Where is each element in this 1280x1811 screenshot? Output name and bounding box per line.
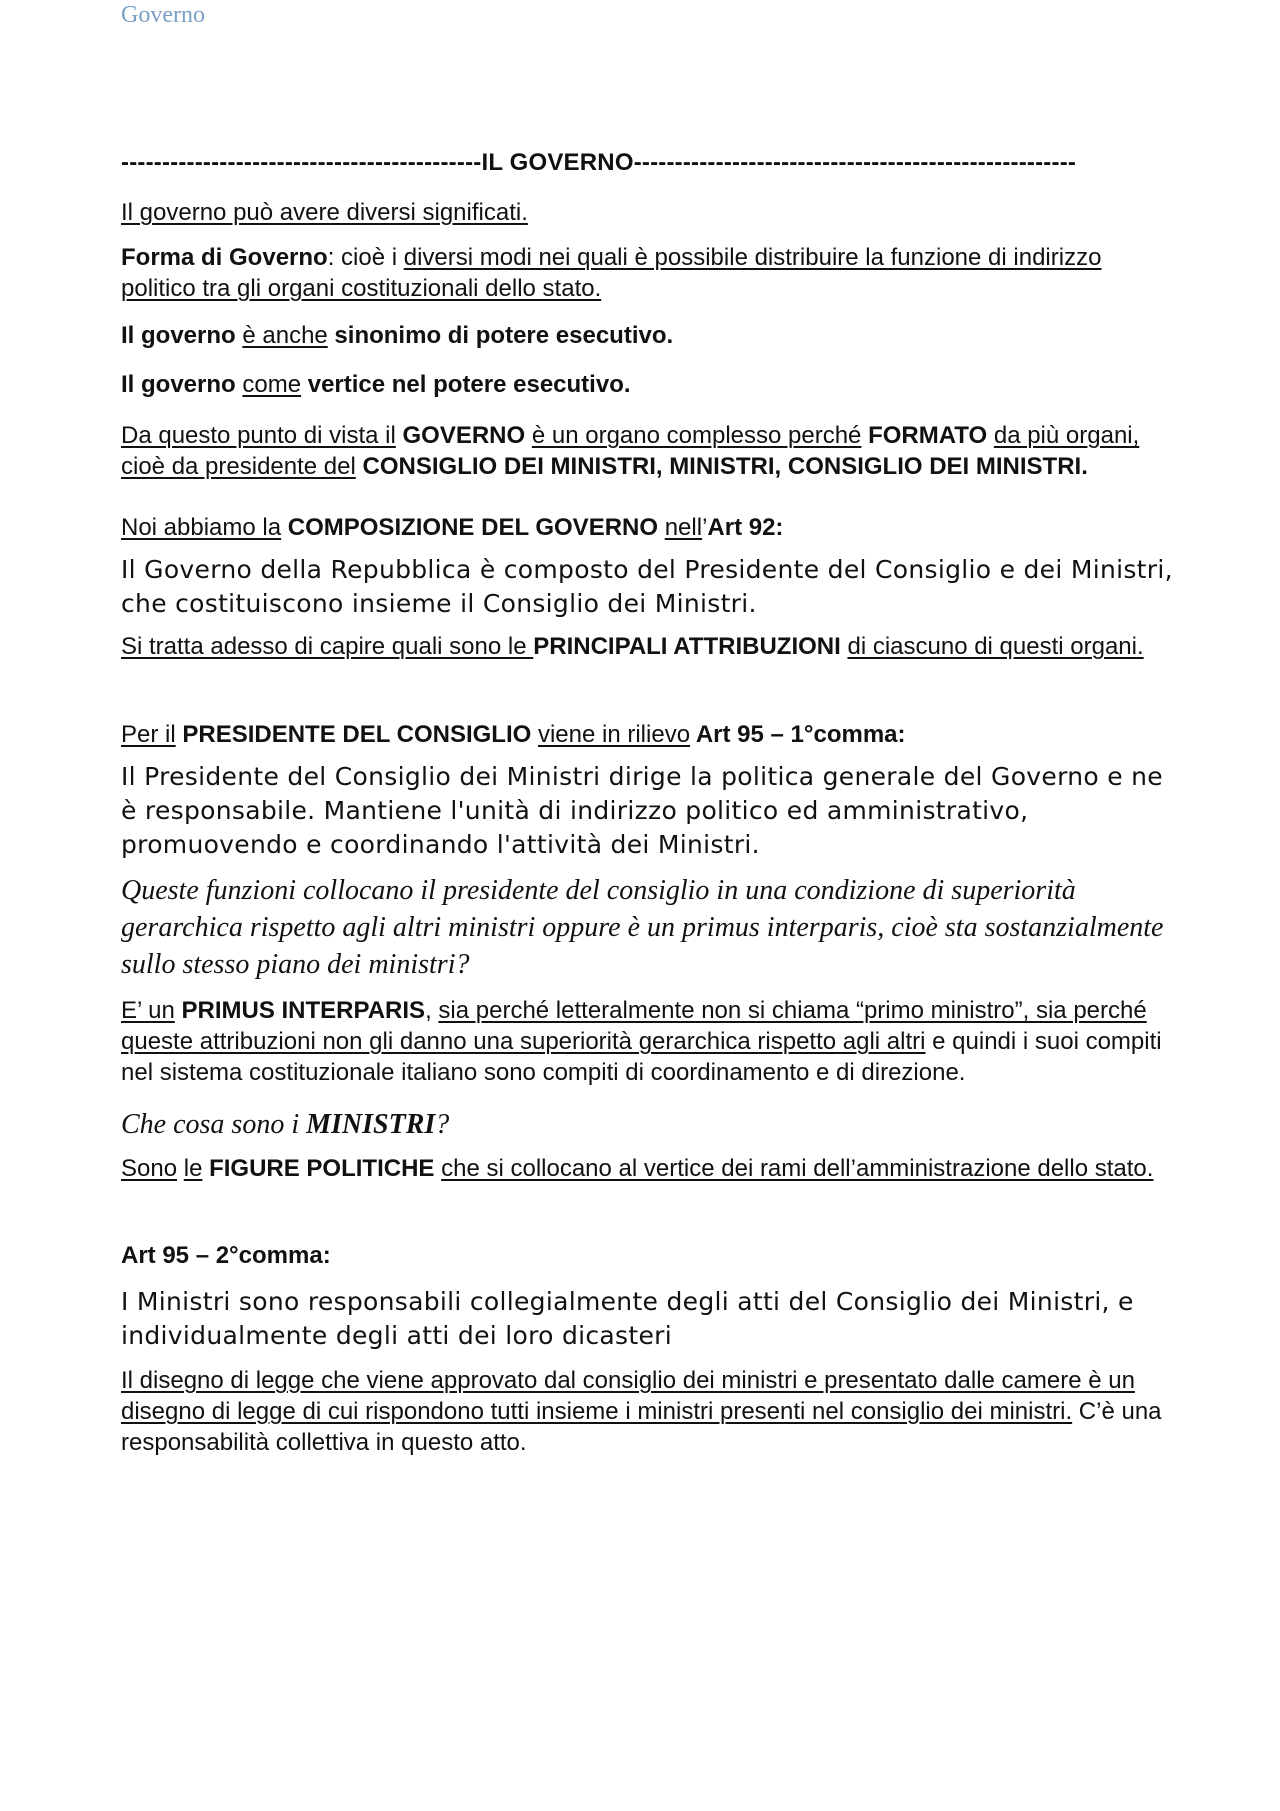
- underlined-text: da più organi, cioè da presidente del: [121, 422, 1140, 480]
- underlined-text: diversi modi nei quali è possibile distribuire la funzione di indirizzo politico tra gli organi costituzionali dello stato.: [121, 244, 1102, 302]
- bold-text: GOVERNO: [395, 422, 532, 449]
- italic-question-primus: Queste funzioni collocano il presidente del consiglio in una condizione di superiorità gerarchica rispetto agli altri ministri oppure è un primus interparis, cioè sta sostanzialmente sullo stesso piano dei ministri?: [121, 875, 1164, 980]
- page-header: Governo: [121, 2, 205, 28]
- underlined-text: Si tratta adesso di capire quali sono le: [121, 633, 534, 660]
- bold-text: Art 95 – 1°comma:: [690, 721, 906, 748]
- intro-text: Il governo può avere diversi significati.: [121, 199, 528, 226]
- underlined-text: E’ un: [121, 997, 175, 1024]
- quote-art-95-comma-1: Il Presidente del Consiglio dei Ministri dirige la politica generale del Governo e ne è responsabile. Mantiene l'unità di indirizzo politico ed amministrativo, promuovendo e coordinando l'attività dei Ministri.: [121, 762, 1163, 859]
- underlined-text: come: [242, 371, 302, 398]
- bold-text: PRINCIPALI ATTRIBUZIONI: [533, 633, 841, 660]
- quote-art-95-comma-2: I Ministri sono responsabili collegialmente degli atti del Consiglio dei Ministri, e individualmente degli atti dei loro dicasteri: [121, 1287, 1134, 1350]
- text-span: e quindi i suoi compiti nel sistema costituzionale italiano sono compiti di coordinamento e di direzione.: [121, 1028, 1162, 1086]
- paragraph-intro: [121, 197, 1181, 228]
- underlined-text: Per il: [121, 721, 176, 748]
- bold-text: CONSIGLIO DEI MINISTRI, MINISTRI, CONSIGLIO DEI MINISTRI.: [355, 453, 1088, 480]
- paragraph-vertice: [121, 369, 1181, 400]
- text-span: ’: [702, 514, 708, 541]
- underlined-text: Sono: [121, 1155, 178, 1182]
- bold-text: sinonimo di potere esecutivo.: [327, 322, 674, 349]
- bold-text: COMPOSIZIONE DEL GOVERNO: [281, 514, 665, 541]
- bold-text: PRESIDENTE DEL CONSIGLIO: [175, 721, 538, 748]
- paragraph-forma-di-governo: [121, 242, 1181, 304]
- bold-text: Il governo: [121, 322, 243, 349]
- bold-text: Il governo: [121, 371, 243, 398]
- text-span: : cioè i: [327, 244, 404, 271]
- text-span: [177, 1155, 184, 1182]
- bold-text: FORMATO: [861, 422, 994, 449]
- bold-text: PRIMUS INTERPARIS: [174, 997, 426, 1024]
- bold-text: Art 95 – 2°comma:: [121, 1242, 331, 1269]
- bold-text: Art 92:: [707, 514, 784, 541]
- underlined-text: nell: [664, 514, 703, 541]
- paragraph-presidente: [121, 719, 1181, 750]
- underlined-text: viene in rilievo: [537, 721, 691, 748]
- text-span: Che cosa sono i: [121, 1109, 307, 1140]
- paragraph-disegno-di-legge: [121, 1365, 1181, 1458]
- paragraph-organo-complesso: [121, 420, 1181, 482]
- underlined-text: Da questo punto di vista il: [121, 422, 396, 449]
- bold-text: FIGURE POLITICHE: [202, 1155, 442, 1182]
- underlined-text: è anche: [242, 322, 328, 349]
- bold-text: MINISTRI: [306, 1109, 436, 1140]
- paragraph-attribuzioni: [121, 631, 1181, 662]
- underlined-text: sia perché letteralmente non si chiama “primo ministro”, sia perché queste attribuzioni non gli danno una superiorità gerarchica rispetto agli altri: [121, 997, 1147, 1055]
- italic-question-ministri: [121, 1106, 1181, 1143]
- document-title: --------------------------------------------IL GOVERNO------------------------------------------------------: [121, 149, 1077, 176]
- underlined-text: Il disegno di legge che viene approvato dal consiglio dei ministri e presentato dalle camere è un disegno di legge di cui rispondono tutti insieme i ministri presenti nel consiglio dei ministri.: [121, 1367, 1135, 1425]
- underlined-text: è un organo complesso perché: [531, 422, 862, 449]
- text-span: ?: [435, 1109, 450, 1140]
- paragraph-figure-politiche: [121, 1153, 1181, 1184]
- text-span: ,: [425, 997, 439, 1024]
- bold-text: vertice nel potere esecutivo.: [301, 371, 631, 398]
- term-forma-di-governo: Forma di Governo: [121, 244, 328, 271]
- underlined-text: di ciascuno di questi organi.: [847, 633, 1144, 660]
- paragraph-composizione: [121, 512, 1181, 543]
- heading-art-95-comma-2: [121, 1240, 1181, 1271]
- underlined-text: che si collocano al vertice dei rami dell’amministrazione dello stato.: [441, 1155, 1154, 1182]
- underlined-text: le: [183, 1155, 203, 1182]
- text-span: C’è una responsabilità collettiva in questo atto.: [121, 1398, 1162, 1456]
- paragraph-potere-esecutivo: [121, 320, 1181, 351]
- document-body: [121, 148, 1181, 1458]
- quote-art-92: Il Governo della Repubblica è composto del Presidente del Consiglio e dei Ministri, che costituiscono insieme il Consiglio dei Ministri.: [121, 555, 1173, 618]
- paragraph-primus-interparis: [121, 995, 1181, 1088]
- underlined-text: Noi abbiamo la: [121, 514, 282, 541]
